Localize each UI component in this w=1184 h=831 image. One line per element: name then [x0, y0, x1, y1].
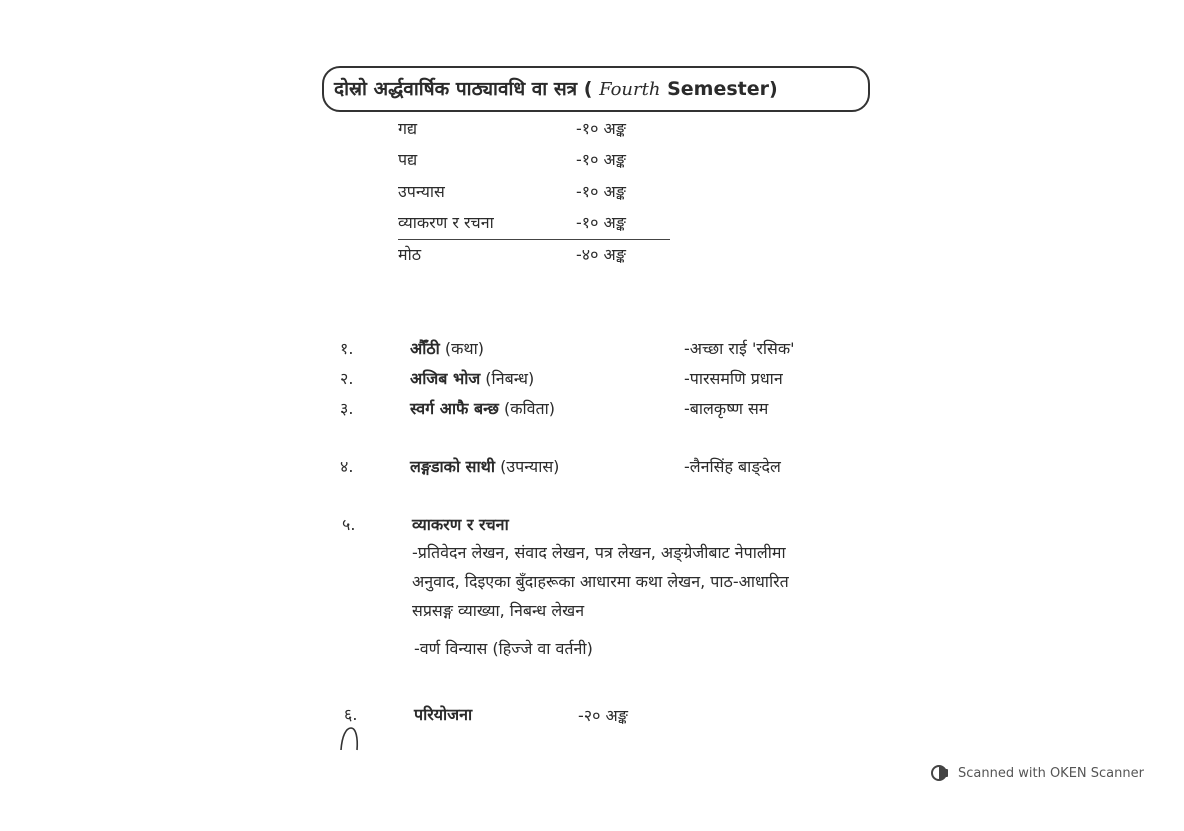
item-genre: (कथा) — [439, 339, 485, 358]
grammar-line: -प्रतिवेदन लेखन, संवाद लेखन, पत्र लेखन, अङ्ग्रेजीबाट नेपालीमा — [412, 543, 786, 562]
oken-scanner-icon — [930, 763, 950, 783]
item-title — [410, 455, 559, 477]
title-end: Semester) — [660, 78, 778, 100]
spelling-line: -वर्ण विन्यास (हिज्जे वा वर्तनी) — [414, 639, 593, 658]
item-title: व्याकरण र रचना — [412, 515, 509, 534]
grammar-topics — [412, 538, 789, 625]
item-number: १. — [340, 339, 354, 358]
total-value: -४० अङ्क — [576, 245, 626, 264]
marks-label: उपन्यास — [398, 182, 445, 201]
total-label: मोठ — [398, 245, 422, 264]
item-author: -अच्छा राई 'रसिक' — [684, 339, 795, 358]
item-genre: (निबन्ध) — [480, 369, 535, 388]
marks-value: -१० अङ्क — [576, 150, 626, 169]
pen-scribble — [338, 724, 364, 752]
title-main: दोस्रो अर्द्धवार्षिक पाठ्यावधि वा सत्र ( — [334, 78, 600, 100]
grammar-line: सप्रसङ्ग व्याख्या, निबन्ध लेखन — [412, 601, 585, 620]
marks-label: पद्य — [398, 150, 418, 169]
item-number: ४. — [340, 457, 354, 476]
grammar-line: अनुवाद, दिइएका बुँदाहरूका आधारमा कथा लेखन, पाठ-आधारित — [412, 572, 789, 591]
total-divider — [398, 239, 670, 240]
item-genre: (कविता) — [498, 399, 556, 418]
item-title-text: स्वर्ग आफै बन्छ — [410, 399, 499, 418]
title-handwritten: Fourth — [599, 79, 661, 100]
semester-title — [322, 66, 870, 112]
marks-value: -१० अङ्क — [576, 119, 626, 138]
item-title — [410, 397, 555, 419]
item-number: २. — [340, 369, 354, 388]
item-title-text: लङ्गडाको साथी — [410, 457, 496, 476]
marks-label: व्याकरण र रचना — [398, 213, 494, 232]
item-title — [410, 337, 484, 359]
item-number: ५. — [342, 515, 356, 534]
item-author: -बालकृष्ण सम — [684, 399, 769, 418]
item-author: -पारसमणि प्रधान — [684, 369, 783, 388]
marks-value: -१० अङ्क — [576, 213, 626, 232]
item-genre: (उपन्यास) — [495, 457, 560, 476]
watermark-text: Scanned with OKEN Scanner — [958, 765, 1144, 781]
project-marks: -२० अङ्क — [578, 706, 628, 725]
item-title: परियोजना — [414, 705, 473, 724]
item-number: ६. — [344, 705, 358, 724]
marks-value: -१० अङ्क — [576, 182, 626, 201]
item-number: ३. — [340, 399, 354, 418]
item-title-text: अजिब भोज — [410, 369, 481, 388]
item-title-text: औँठी — [410, 339, 440, 358]
item-title — [410, 367, 534, 389]
item-author: -लैनसिंह बाङ्देल — [684, 457, 781, 476]
scanner-watermark — [930, 763, 1144, 783]
marks-label: गद्य — [398, 119, 418, 138]
